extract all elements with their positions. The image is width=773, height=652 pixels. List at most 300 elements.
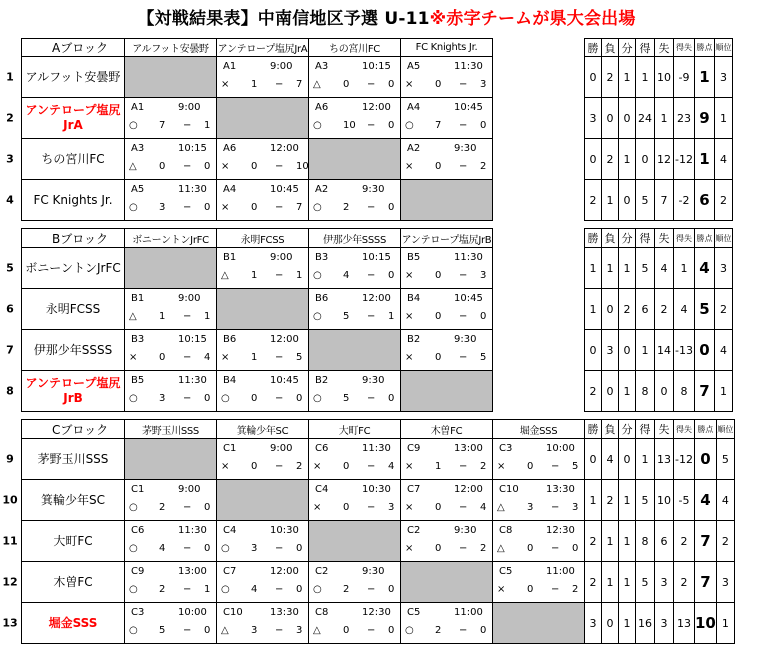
self-match-cell (401, 562, 493, 603)
match-id: A4 (407, 102, 421, 113)
stat-draws: 1 (619, 248, 636, 289)
stat-goals-against: 3 (655, 562, 674, 603)
match-cell (309, 480, 401, 521)
home-score: 10 (343, 120, 356, 131)
team-name-text: 大町FC (53, 533, 93, 548)
result-mark: △ (497, 502, 505, 513)
match-time: 9:00 (178, 102, 201, 113)
stat-losses: 0 (602, 371, 619, 412)
score-separator: − (459, 502, 468, 513)
home-score: 0 (159, 352, 166, 363)
stat-goals-against: 1 (655, 98, 674, 139)
home-score: 0 (435, 161, 442, 172)
match-time: 12:30 (362, 607, 391, 618)
stat-header: 負 (602, 39, 619, 57)
match-id: B3 (315, 252, 329, 263)
away-score: 0 (204, 393, 211, 404)
row-number: 3 (6, 152, 14, 166)
match-time: 12:00 (270, 143, 299, 154)
team-row (22, 180, 733, 221)
stat-wins: 2 (585, 371, 602, 412)
stat-header: 失 (655, 39, 674, 57)
result-mark: △ (129, 311, 137, 322)
match-time: 10:15 (178, 143, 207, 154)
stat-wins: 0 (585, 330, 602, 371)
away-score: 4 (388, 461, 395, 472)
opponent-column-header: アルフット安曇野 (125, 39, 217, 57)
stat-losses: 2 (602, 57, 619, 98)
match-id: A6 (315, 102, 329, 113)
score-separator: − (367, 79, 376, 90)
match-cell (125, 562, 217, 603)
away-score: 1 (204, 584, 211, 595)
match-time: 12:00 (454, 484, 483, 495)
stat-goal-difference: -5 (674, 480, 695, 521)
home-score: 4 (343, 270, 350, 281)
stat-goals-for: 24 (636, 98, 655, 139)
column-spacer (493, 57, 585, 98)
match-id: B4 (223, 375, 237, 386)
stat-points: 7 (695, 521, 717, 562)
result-mark: ○ (129, 502, 138, 513)
match-time: 11:30 (362, 443, 391, 454)
away-score: 7 (296, 202, 303, 213)
away-score: 3 (480, 79, 487, 90)
away-score: 3 (296, 625, 303, 636)
match-time: 9:30 (362, 375, 385, 386)
stat-goals-against: 7 (655, 180, 674, 221)
result-mark: △ (221, 625, 229, 636)
score-separator: − (183, 161, 192, 172)
team-row (22, 562, 735, 603)
away-score: 1 (296, 270, 303, 281)
away-score: 0 (204, 161, 211, 172)
match-id: A2 (407, 143, 421, 154)
away-score: 2 (572, 584, 579, 595)
match-cell (125, 180, 217, 221)
match-id: A1 (131, 102, 145, 113)
block-header-row (22, 39, 733, 57)
match-time: 12:00 (362, 293, 391, 304)
away-score: 0 (204, 543, 211, 554)
stat-header: 順位 (716, 420, 734, 439)
stat-draws: 0 (619, 330, 636, 371)
stat-header: 得 (636, 420, 655, 439)
stat-points: 1 (695, 139, 715, 180)
away-score: 2 (296, 461, 303, 472)
match-cell (125, 603, 217, 644)
score-separator: − (551, 543, 560, 554)
stat-wins: 2 (585, 521, 602, 562)
match-time: 10:45 (270, 375, 299, 386)
match-cell (125, 289, 217, 330)
stat-goals-against: 13 (655, 439, 674, 480)
result-mark: × (221, 461, 230, 472)
stat-header: 分 (619, 39, 636, 57)
stat-rank: 2 (716, 521, 734, 562)
score-separator: − (275, 202, 284, 213)
away-score: 0 (204, 502, 211, 513)
opponent-column-header: ボニーントンJrFC (125, 229, 217, 248)
row-number: 9 (6, 452, 14, 466)
column-spacer (493, 371, 585, 412)
match-id: C7 (407, 484, 421, 495)
stat-losses: 0 (602, 289, 619, 330)
match-cell (125, 371, 217, 412)
team-name-text: ボニーントンJrFC (25, 260, 121, 275)
match-id: C3 (499, 443, 513, 454)
stat-header: 分 (619, 229, 636, 248)
result-mark: ○ (129, 202, 138, 213)
match-time: 10:45 (454, 293, 483, 304)
result-mark: △ (221, 270, 229, 281)
team-name (6, 139, 125, 180)
self-match-cell (309, 330, 401, 371)
stat-losses: 1 (602, 248, 619, 289)
stat-goal-difference: -2 (674, 180, 695, 221)
match-time: 13:30 (546, 484, 575, 495)
match-cell (125, 139, 217, 180)
result-mark: × (405, 311, 414, 322)
team-name (6, 57, 125, 98)
score-separator: − (459, 311, 468, 322)
result-mark: × (497, 584, 506, 595)
stat-draws: 1 (619, 57, 636, 98)
result-mark: × (313, 502, 322, 513)
away-score: 0 (296, 393, 303, 404)
result-mark: ○ (221, 393, 230, 404)
self-match-cell (125, 439, 217, 480)
match-id: B6 (315, 293, 329, 304)
block-header-row (22, 229, 733, 248)
match-id: C8 (315, 607, 329, 618)
home-score: 1 (251, 270, 258, 281)
home-score: 2 (343, 202, 350, 213)
score-separator: − (275, 161, 284, 172)
stat-header: 分 (619, 420, 636, 439)
stat-goals-against: 0 (655, 371, 674, 412)
match-id: C3 (131, 607, 145, 618)
team-name-text: FC Knights Jr. (33, 192, 113, 207)
match-id: C7 (223, 566, 237, 577)
score-separator: − (183, 311, 192, 322)
stat-losses: 1 (602, 562, 619, 603)
result-mark: ○ (129, 625, 138, 636)
score-separator: − (459, 161, 468, 172)
stat-header: 順位 (715, 39, 733, 57)
row-number: 10 (2, 493, 18, 507)
home-score: 4 (251, 584, 258, 595)
result-mark: × (405, 461, 414, 472)
match-time: 10:45 (454, 102, 483, 113)
away-score: 2 (480, 543, 487, 554)
stat-header: 得失 (674, 420, 695, 439)
match-time: 10:15 (362, 252, 391, 263)
match-time: 10:00 (546, 443, 575, 454)
stat-goals-against: 12 (655, 139, 674, 180)
stat-goal-difference: -12 (674, 439, 695, 480)
stat-points: 10 (695, 603, 717, 644)
home-score: 0 (343, 79, 350, 90)
match-cell (217, 139, 309, 180)
stat-goals-for: 8 (636, 371, 655, 412)
score-separator: − (367, 120, 376, 131)
match-time: 12:30 (546, 525, 575, 536)
away-score: 2 (480, 161, 487, 172)
stat-rank: 3 (716, 562, 734, 603)
column-spacer (493, 98, 585, 139)
result-mark: × (405, 79, 414, 90)
away-score: 0 (204, 625, 211, 636)
match-cell (401, 248, 493, 289)
stat-header: 失 (655, 420, 674, 439)
home-score: 5 (343, 311, 350, 322)
match-cell (309, 603, 401, 644)
result-mark: ○ (405, 625, 414, 636)
result-mark: ○ (221, 584, 230, 595)
stat-goals-for: 1 (636, 57, 655, 98)
away-score: 3 (388, 502, 395, 513)
stat-draws: 0 (619, 439, 636, 480)
home-score: 1 (251, 79, 258, 90)
stat-header: 勝点 (695, 229, 715, 248)
match-time: 9:00 (270, 443, 293, 454)
match-cell (217, 57, 309, 98)
team-row (22, 521, 735, 562)
match-cell (309, 562, 401, 603)
stat-goals-for: 1 (636, 439, 655, 480)
stat-points: 6 (695, 180, 715, 221)
away-score: 0 (480, 311, 487, 322)
home-score: 0 (435, 502, 442, 513)
stat-points: 9 (695, 98, 715, 139)
result-mark: × (221, 161, 230, 172)
result-mark: △ (313, 625, 321, 636)
row-number: 11 (2, 534, 18, 548)
home-score: 0 (251, 161, 258, 172)
score-separator: − (183, 502, 192, 513)
score-separator: − (367, 625, 376, 636)
stat-draws: 0 (619, 180, 636, 221)
match-time: 9:30 (454, 143, 477, 154)
self-match-cell (217, 289, 309, 330)
match-time: 12:00 (270, 566, 299, 577)
opponent-column-header: アンテロープ塩尻JrA (217, 39, 309, 57)
row-number: 13 (2, 616, 18, 630)
home-score: 2 (435, 625, 442, 636)
opponent-column-header: 伊那少年SSSS (309, 229, 401, 248)
stat-losses: 2 (602, 139, 619, 180)
score-separator: − (459, 352, 468, 363)
match-id: B5 (131, 375, 145, 386)
home-score: 7 (159, 120, 166, 131)
score-separator: − (183, 625, 192, 636)
stat-losses: 3 (602, 330, 619, 371)
away-score: 3 (480, 270, 487, 281)
row-number: 7 (6, 343, 14, 357)
block-table-3 (2, 419, 735, 644)
match-cell (217, 603, 309, 644)
stat-header: 負 (602, 229, 619, 248)
match-cell (125, 480, 217, 521)
stat-rank: 4 (715, 330, 733, 371)
row-number: 8 (6, 384, 14, 398)
self-match-cell (125, 248, 217, 289)
match-time: 10:00 (178, 607, 207, 618)
match-cell (309, 180, 401, 221)
stat-draws: 1 (619, 603, 636, 644)
stat-rank: 3 (715, 57, 733, 98)
opponent-column-header: 箕輪少年SC (217, 420, 309, 439)
match-id: C5 (407, 607, 421, 618)
score-separator: − (367, 461, 376, 472)
result-mark: ○ (129, 543, 138, 554)
away-score: 0 (388, 625, 395, 636)
self-match-cell (493, 603, 585, 644)
match-id: C10 (223, 607, 243, 618)
match-time: 9:30 (362, 184, 385, 195)
match-cell (309, 289, 401, 330)
result-mark: × (405, 543, 414, 554)
match-time: 10:15 (178, 334, 207, 345)
match-id: C9 (407, 443, 421, 454)
stat-losses: 0 (602, 98, 619, 139)
row-number: 4 (6, 193, 14, 207)
score-separator: − (367, 584, 376, 595)
match-cell (125, 330, 217, 371)
score-separator: − (551, 584, 560, 595)
stat-header: 得 (636, 39, 655, 57)
stat-rank: 3 (715, 248, 733, 289)
opponent-column-header: 堀金SSS (493, 420, 585, 439)
match-id: C6 (315, 443, 329, 454)
team-row (22, 248, 733, 289)
stat-draws: 1 (619, 521, 636, 562)
team-name (6, 248, 125, 289)
match-time: 10:15 (362, 61, 391, 72)
result-mark: ○ (313, 120, 322, 131)
team-row (22, 371, 733, 412)
stat-losses: 4 (602, 439, 619, 480)
stat-goal-difference: 4 (674, 289, 695, 330)
team-name-text: アンテロープ塩尻JrA (25, 103, 121, 132)
match-cell (401, 57, 493, 98)
stat-goal-difference: -12 (674, 139, 695, 180)
away-score: 5 (480, 352, 487, 363)
team-name (6, 330, 125, 371)
result-mark: ○ (313, 393, 322, 404)
stat-goals-for: 5 (636, 562, 655, 603)
stat-rank: 4 (716, 480, 734, 521)
away-score: 0 (572, 543, 579, 554)
stat-header: 負 (602, 420, 619, 439)
opponent-column-header: アンテロープ塩尻JrB (401, 229, 493, 248)
away-score: 0 (388, 202, 395, 213)
stat-points: 7 (695, 371, 715, 412)
row-number: 1 (6, 70, 14, 84)
match-time: 9:00 (178, 293, 201, 304)
column-spacer (493, 229, 585, 248)
match-id: A4 (223, 184, 237, 195)
result-mark: ○ (129, 393, 138, 404)
stat-draws: 0 (619, 98, 636, 139)
score-separator: − (459, 270, 468, 281)
stat-wins: 1 (585, 289, 602, 330)
stat-goal-difference: 8 (674, 371, 695, 412)
match-cell (217, 562, 309, 603)
away-score: 0 (388, 393, 395, 404)
score-separator: − (183, 393, 192, 404)
team-row (22, 98, 733, 139)
home-score: 5 (343, 393, 350, 404)
team-name-text: 永明FCSS (45, 301, 101, 316)
stat-draws: 1 (619, 562, 636, 603)
score-separator: − (367, 311, 376, 322)
stat-wins: 0 (585, 139, 602, 180)
match-cell (309, 439, 401, 480)
stat-goal-difference: 2 (674, 521, 695, 562)
home-score: 0 (251, 202, 258, 213)
home-score: 0 (343, 502, 350, 513)
match-id: C2 (315, 566, 329, 577)
team-name-text: 堀金SSS (48, 615, 98, 630)
stat-wins: 1 (585, 248, 602, 289)
match-cell (309, 371, 401, 412)
away-score: 0 (480, 120, 487, 131)
match-id: A3 (315, 61, 329, 72)
match-time: 11:30 (178, 525, 207, 536)
match-id: B1 (131, 293, 145, 304)
match-id: C10 (499, 484, 519, 495)
stat-goals-for: 6 (636, 289, 655, 330)
team-name-text: アンテロープ塩尻JrB (25, 376, 121, 405)
result-mark: ○ (313, 202, 322, 213)
score-separator: − (183, 584, 192, 595)
score-separator: − (275, 270, 284, 281)
score-separator: − (459, 79, 468, 90)
away-score: 0 (388, 120, 395, 131)
match-id: B4 (407, 293, 421, 304)
stat-wins: 3 (585, 98, 602, 139)
team-name (6, 180, 125, 221)
team-name (2, 562, 125, 603)
match-id: C8 (499, 525, 513, 536)
block-table-2 (6, 228, 733, 412)
stat-wins: 1 (585, 480, 602, 521)
self-match-cell (217, 480, 309, 521)
match-time: 10:45 (270, 184, 299, 195)
match-time: 9:00 (270, 252, 293, 263)
team-row (22, 480, 735, 521)
match-cell (309, 98, 401, 139)
stat-points: 5 (695, 289, 715, 330)
column-spacer (493, 248, 585, 289)
stat-goal-difference: -9 (674, 57, 695, 98)
match-id: C2 (407, 525, 421, 536)
result-mark: ○ (313, 270, 322, 281)
column-spacer (493, 139, 585, 180)
match-cell (493, 439, 585, 480)
match-cell (217, 521, 309, 562)
home-score: 0 (435, 311, 442, 322)
home-score: 1 (251, 352, 258, 363)
result-mark: × (129, 352, 138, 363)
match-time: 12:00 (362, 102, 391, 113)
match-time: 10:30 (362, 484, 391, 495)
team-name-text: 箕輪少年SC (41, 492, 105, 507)
team-name (6, 371, 125, 412)
match-id: A5 (131, 184, 145, 195)
